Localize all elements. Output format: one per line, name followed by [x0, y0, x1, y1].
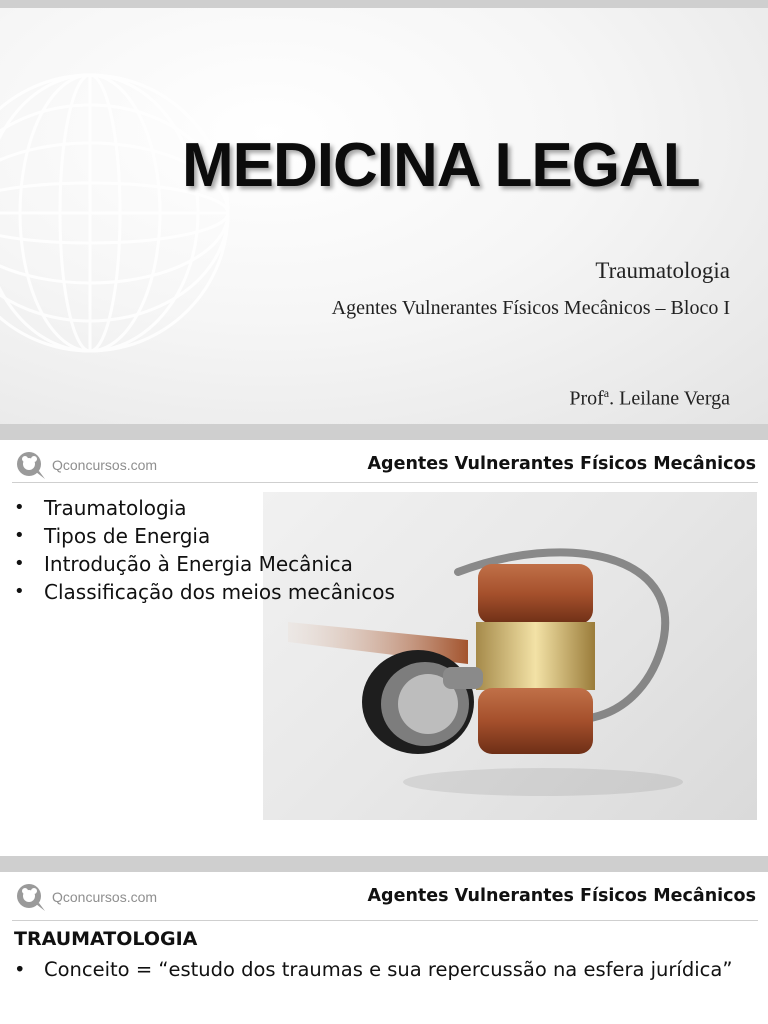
qconcursos-logo	[14, 882, 157, 912]
author-superscript: a	[603, 386, 610, 400]
title-slide	[0, 8, 768, 424]
slide-header-title: Agentes Vulnerantes Físicos Mecânicos	[367, 886, 756, 906]
author-prefix: Prof	[569, 387, 604, 410]
author-line	[569, 386, 730, 411]
slide-header-title: Agentes Vulnerantes Físicos Mecânicos	[367, 454, 756, 474]
author-name: . Leilane Verga	[609, 387, 730, 410]
qconcursos-logo	[14, 450, 157, 480]
content-slide-agenda	[0, 440, 768, 856]
section-heading: TRAUMATOLOGIA	[14, 928, 198, 950]
list-item: • Traumatologia	[14, 494, 395, 522]
content-slide-definition	[0, 872, 768, 1024]
presentation-title: MEDICINA LEGAL	[182, 131, 700, 200]
qconcursos-logo-icon	[14, 450, 48, 480]
list-item: • Tipos de Energia	[14, 522, 395, 550]
list-item: • Classificação dos meios mecânicos	[14, 578, 395, 606]
logo-text: Qconcursos.com	[52, 457, 158, 473]
header-divider	[12, 482, 758, 483]
list-item: • Conceito = “estudo dos traumas e sua repercussão na esfera jurídica”	[14, 956, 756, 983]
header-divider	[12, 920, 758, 921]
qconcursos-logo-icon	[14, 882, 48, 912]
concept-list	[14, 956, 756, 983]
agenda-list	[14, 494, 395, 606]
logo-text: Qconcursos.com	[52, 889, 158, 905]
presentation-subtitle-secondary: Agentes Vulnerantes Físicos Mecânicos – Bloco I	[331, 297, 730, 319]
presentation-subtitle: Traumatologia	[595, 258, 730, 283]
globe-wireframe-icon	[0, 63, 240, 363]
list-item: • Introdução à Energia Mecânica	[14, 550, 395, 578]
